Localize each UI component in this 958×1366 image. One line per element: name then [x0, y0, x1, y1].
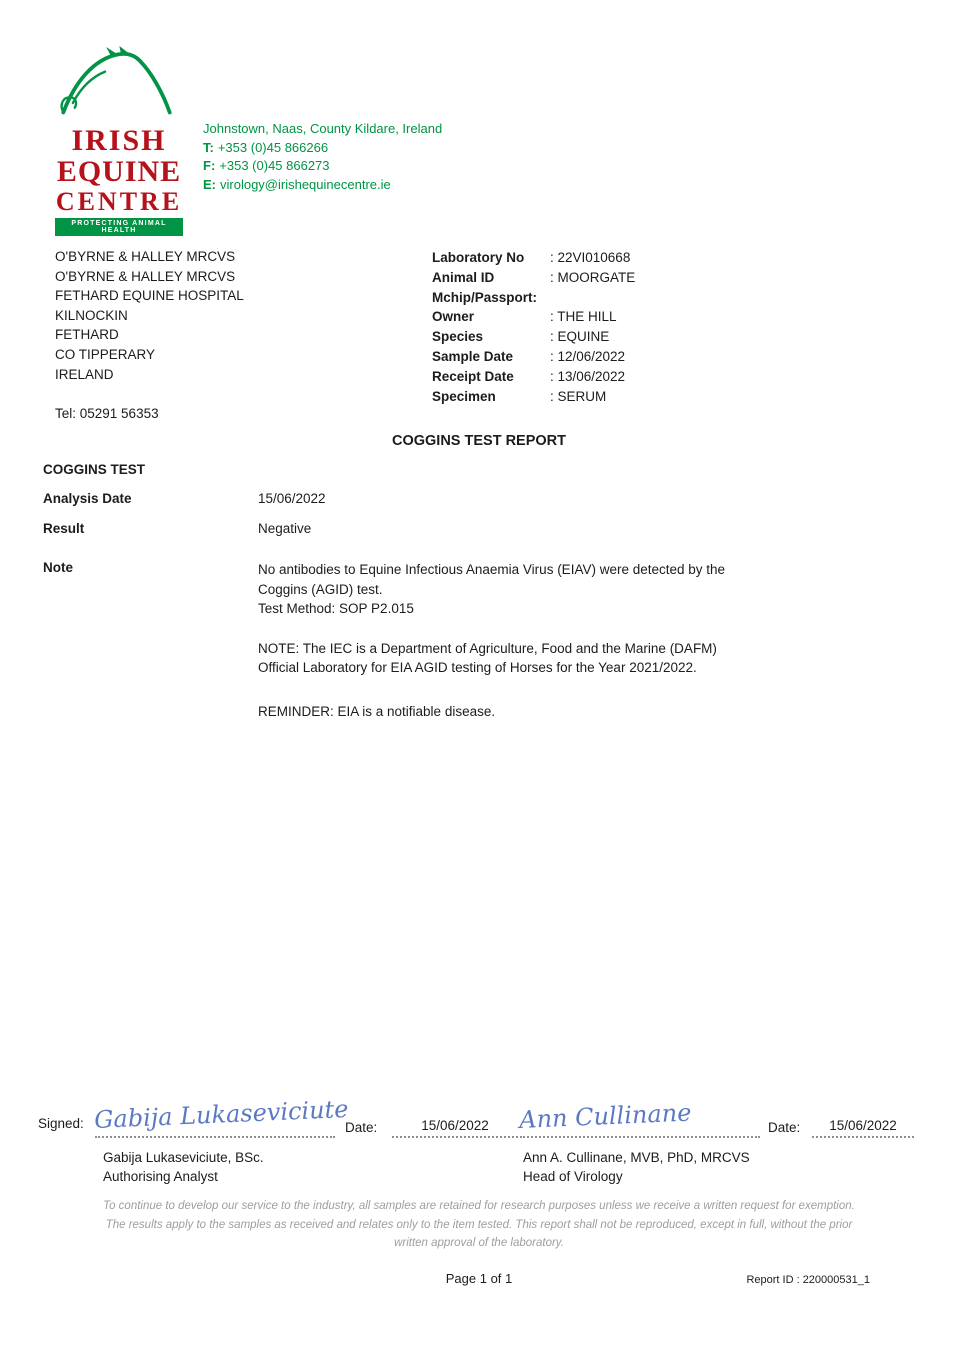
signatory-left-block: [103, 1148, 264, 1186]
logo-text-irish: IRISH: [71, 124, 167, 157]
disclaimer-block: [0, 1197, 958, 1253]
recipient-line: O'BYRNE & HALLEY MRCVS: [55, 249, 236, 264]
note-text: No antibodies to Equine Infectious Anaemia Virus (EIAV) were detected by the Coggins (AGID) test.: [258, 562, 726, 597]
date-value-right: 15/06/2022: [829, 1118, 897, 1133]
detail-row: [432, 329, 635, 349]
detail-value: : SERUM: [550, 388, 607, 404]
contact-block: [203, 120, 442, 195]
disclaimer-line: To continue to develop our service to the industry, all samples are retained for research purposes unless we receive a written request for exemption.: [103, 1200, 855, 1212]
logo-text-centre: CENTRE: [55, 187, 183, 216]
result-label: Result: [43, 521, 85, 536]
detail-label: Owner: [432, 309, 475, 325]
detail-row: [432, 250, 635, 270]
fax-label: F:: [203, 158, 216, 174]
detail-value: : THE HILL: [550, 309, 617, 325]
signatory-name: Gabija Lukaseviciute, BSc.: [103, 1150, 264, 1165]
recipient-line: IRELAND: [55, 366, 114, 382]
signature-analyst: Gabija Lukaseviciute: [93, 1094, 349, 1135]
detail-label: Animal ID: [432, 269, 495, 285]
sample-details-block: [432, 250, 635, 408]
recipient-line: KILNOCKIN: [55, 307, 128, 323]
detail-row: [432, 270, 635, 290]
detail-value: : EQUINE: [550, 329, 610, 345]
detail-label: Specimen: [432, 388, 496, 404]
detail-label: Laboratory No: [432, 250, 525, 265]
fax-number: +353 (0)45 866273: [219, 158, 330, 174]
disclaimer-line: written approval of the laboratory.: [394, 1237, 564, 1250]
note-label: Note: [43, 560, 73, 575]
contact-fax-line: [203, 157, 442, 176]
iec-logo: [55, 46, 185, 236]
detail-label: Mchip/Passport:: [432, 289, 538, 305]
detail-label: Receipt Date: [432, 368, 514, 384]
detail-row: [432, 389, 635, 409]
note-reminder: REMINDER: EIA is a notifiable disease.: [258, 703, 496, 719]
date-value-left: 15/06/2022: [421, 1118, 489, 1133]
analysis-date-label: Analysis Date: [43, 491, 132, 506]
date-line-right: [812, 1100, 914, 1138]
detail-label: Sample Date: [432, 348, 514, 364]
recipient-address-block: [55, 247, 244, 384]
recipient-line: FETHARD EQUINE HOSPITAL: [55, 288, 244, 304]
recipient-line: CO TIPPERARY: [55, 346, 156, 362]
recipient-telephone: Tel: 05291 56353: [55, 406, 159, 421]
detail-value: : MOORGATE: [550, 269, 636, 285]
report-id: Report ID : 220000531_1: [746, 1274, 870, 1286]
disclaimer-line: The results apply to the samples as received and relates only to the item tested. This report shall not be reproduced, except in full, without the prior: [105, 1218, 853, 1231]
note-body: [258, 560, 758, 722]
contact-phone-line: [203, 139, 442, 158]
detail-row: [432, 309, 635, 329]
report-title: COGGINS TEST REPORT: [391, 433, 566, 449]
detail-label: Species: [432, 329, 484, 345]
analysis-date-value: 15/06/2022: [258, 491, 326, 506]
recipient-line: O'BYRNE & HALLEY MRCVS: [55, 268, 236, 284]
signature-line-right: [520, 1092, 760, 1138]
page-number: Page 1 of 1: [445, 1271, 513, 1286]
detail-row: [432, 369, 635, 389]
section-heading: COGGINS TEST: [43, 462, 146, 477]
date-line-left: [392, 1100, 518, 1138]
detail-value: : 22VI010668: [550, 250, 631, 265]
detail-row: [432, 290, 635, 310]
detail-value: : 12/06/2022: [550, 348, 626, 364]
email-label: E:: [203, 177, 216, 193]
note-dafm-paragraph: NOTE: The IEC is a Department of Agriculture, Food and the Marine (DAFM) Official Laboratory for EIA AGID testing of Horses for the Year 2021/2022.: [258, 640, 717, 676]
email-address: virology@irishequinecentre.ie: [220, 177, 391, 193]
date-label-right: Date:: [768, 1120, 801, 1135]
signature-head-of-virology: Ann Cullinane: [518, 1098, 692, 1135]
phone-label: T:: [203, 139, 214, 155]
signatory-role: Authorising Analyst: [103, 1169, 218, 1185]
note-test-method: Test Method: SOP P2.015: [258, 601, 414, 617]
contact-email-line: [203, 176, 442, 195]
signature-line-left: [93, 1092, 349, 1138]
result-value: Negative: [258, 521, 312, 536]
recipient-line: FETHARD: [55, 327, 119, 343]
phone-number: +353 (0)45 866266: [217, 139, 329, 155]
contact-address: Johnstown, Naas, County Kildare, Ireland: [203, 121, 443, 136]
logo-text-equine: EQUINE: [56, 155, 182, 188]
signatory-right-block: [523, 1148, 750, 1186]
horse-logo-icon: [57, 46, 177, 122]
date-label-left: Date:: [345, 1120, 378, 1135]
signatory-name: Ann A. Cullinane, MVB, PhD, MRCVS: [523, 1150, 750, 1165]
detail-row: [432, 349, 635, 369]
logo-tagline: PROTECTING ANIMAL HEALTH: [55, 218, 183, 236]
detail-value: : 13/06/2022: [550, 368, 626, 384]
signed-label: Signed:: [38, 1116, 84, 1131]
signatory-role: Head of Virology: [523, 1169, 623, 1185]
